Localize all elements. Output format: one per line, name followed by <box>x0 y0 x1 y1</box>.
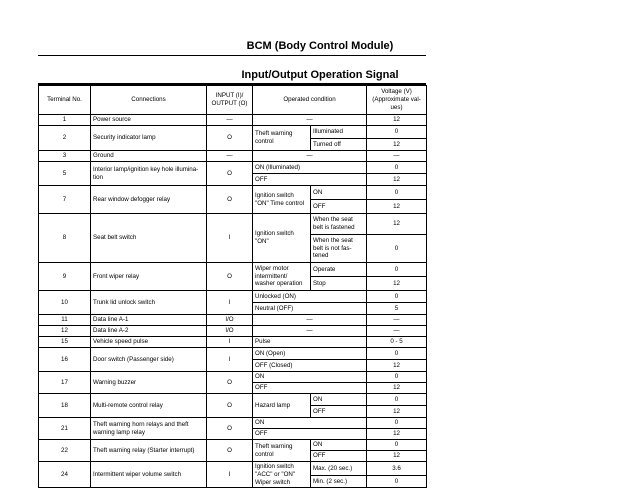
condition-cell: ON (Open) <box>253 348 367 360</box>
connection-cell: Security indicator lamp <box>91 126 207 151</box>
condition-cell: When the seat belt is fastened <box>311 214 367 235</box>
connection-cell: Theft warning relay (Starter interrupt) <box>91 440 207 462</box>
condition-main-cell: Wiper motor intermittent/ washer operation <box>253 263 311 291</box>
terminal-cell: 2 <box>39 126 91 151</box>
io-cell: I <box>207 214 253 263</box>
voltage-cell: 0 <box>367 126 427 139</box>
connection-cell: Theft warning horn relays and theft warning lamp relay <box>91 418 207 440</box>
voltage-cell: 0 - 5 <box>367 337 427 348</box>
connection-cell: Front wiper relay <box>91 263 207 291</box>
io-cell: I <box>207 348 253 372</box>
condition-main-cell: Theft warning control <box>253 126 311 151</box>
condition-cell: — <box>253 315 367 326</box>
terminal-cell: 15 <box>39 337 91 348</box>
table-row <box>39 263 427 277</box>
table-row <box>39 126 427 139</box>
connection-cell: Vehicle speed pulse <box>91 337 207 348</box>
condition-cell: — <box>253 151 367 162</box>
condition-cell: Min. (2 sec.) <box>311 476 367 488</box>
condition-cell: ON <box>311 440 367 451</box>
condition-cell: ON <box>253 418 367 429</box>
connection-cell: Data line A-1 <box>91 315 207 326</box>
table-row <box>39 186 427 200</box>
table-row <box>39 214 427 235</box>
voltage-cell: 0 <box>367 476 427 488</box>
table-row <box>39 394 427 406</box>
condition-cell: ON <box>311 394 367 406</box>
voltage-cell: 0 <box>367 291 427 303</box>
terminal-cell: 21 <box>39 418 91 440</box>
condition-cell: — <box>253 326 367 337</box>
page-title: BCM (Body Control Module) <box>246 40 394 52</box>
condition-cell: ON (Illuminated) <box>253 162 367 174</box>
signal-table <box>38 85 427 488</box>
voltage-cell: 0 <box>367 372 427 383</box>
condition-cell: OFF <box>253 429 367 440</box>
io-cell: O <box>207 186 253 214</box>
terminal-cell: 24 <box>39 462 91 488</box>
condition-cell: OFF <box>253 174 367 186</box>
condition-main-cell: Hazard lamp <box>253 394 311 418</box>
condition-cell: Neutral (OFF) <box>253 303 367 315</box>
io-cell: I <box>207 462 253 488</box>
header-terminal: Terminal No. <box>39 86 91 115</box>
header-condition: Operated condition <box>253 86 367 115</box>
table-row <box>39 151 427 162</box>
connection-cell: Power source <box>91 115 207 126</box>
table-row <box>39 440 427 451</box>
table-header-row <box>39 86 427 115</box>
condition-cell: Pulse <box>253 337 367 348</box>
condition-cell: Turned off <box>311 139 367 151</box>
condition-main-cell: Ignition switch "ON" <box>253 214 311 263</box>
voltage-cell: 3.6 <box>367 462 427 476</box>
voltage-cell: 5 <box>367 303 427 315</box>
condition-cell: — <box>253 115 367 126</box>
condition-cell: Unlocked (ON) <box>253 291 367 303</box>
voltage-cell: 12 <box>367 174 427 186</box>
voltage-cell: 0 <box>367 263 427 277</box>
title-rule <box>38 55 426 56</box>
table-row <box>39 348 427 360</box>
condition-main-cell: Ignition switch "ACC" or "ON" Wiper switch <box>253 462 311 488</box>
voltage-cell: 12 <box>367 383 427 394</box>
io-cell: — <box>207 115 253 126</box>
terminal-cell: 18 <box>39 394 91 418</box>
table-title: Input/Output Operation Signal <box>241 69 399 81</box>
voltage-cell: — <box>367 326 427 337</box>
io-cell: O <box>207 394 253 418</box>
io-cell: I <box>207 291 253 315</box>
condition-cell: OFF <box>311 200 367 214</box>
voltage-cell: 0 <box>367 162 427 174</box>
table-row <box>39 162 427 174</box>
connection-cell: Seat belt switch <box>91 214 207 263</box>
io-cell: I/O <box>207 315 253 326</box>
voltage-cell: 0 <box>367 440 427 451</box>
table-row <box>39 337 427 348</box>
table-row <box>39 115 427 126</box>
terminal-cell: 3 <box>39 151 91 162</box>
connection-cell: Data line A-2 <box>91 326 207 337</box>
table-row <box>39 326 427 337</box>
voltage-cell: 0 <box>367 186 427 200</box>
io-cell: O <box>207 126 253 151</box>
io-cell: O <box>207 263 253 291</box>
connection-cell: Intermittent wiper volume switch <box>91 462 207 488</box>
terminal-cell: 12 <box>39 326 91 337</box>
voltage-cell: 12 <box>367 451 427 462</box>
condition-cell: Operate <box>311 263 367 277</box>
condition-cell: Stop <box>311 277 367 291</box>
voltage-cell: 0 <box>367 235 427 263</box>
connection-cell: Multi-remote control relay <box>91 394 207 418</box>
voltage-cell: 12 <box>367 115 427 126</box>
condition-cell: Max. (20 sec.) <box>311 462 367 476</box>
connection-cell: Ground <box>91 151 207 162</box>
condition-cell: ON <box>311 186 367 200</box>
voltage-cell: 0 <box>367 348 427 360</box>
terminal-cell: 11 <box>39 315 91 326</box>
condition-cell: ON <box>253 372 367 383</box>
io-cell: O <box>207 418 253 440</box>
table-row <box>39 462 427 476</box>
voltage-cell: 12 <box>367 139 427 151</box>
condition-cell: OFF (Closed) <box>253 360 367 372</box>
table-row <box>39 315 427 326</box>
voltage-cell: 12 <box>367 360 427 372</box>
table-row <box>39 372 427 383</box>
io-cell: O <box>207 372 253 394</box>
io-cell: O <box>207 162 253 186</box>
voltage-cell: 0 <box>367 394 427 406</box>
condition-main-cell: Ignition switch "ON" Time control <box>253 186 311 214</box>
connection-cell: Interior lamp/ignition key hole illumina-tion <box>91 162 207 186</box>
connection-cell: Trunk lid unlock switch <box>91 291 207 315</box>
io-cell: O <box>207 440 253 462</box>
table-row <box>39 291 427 303</box>
connection-cell: Warning buzzer <box>91 372 207 394</box>
io-cell: I <box>207 337 253 348</box>
voltage-cell: 12 <box>367 429 427 440</box>
condition-cell: OFF <box>311 451 367 462</box>
condition-cell: When the seat belt is not fas-tened <box>311 235 367 263</box>
voltage-cell: 12 <box>367 277 427 291</box>
terminal-cell: 17 <box>39 372 91 394</box>
voltage-cell: 0 <box>367 418 427 429</box>
voltage-cell: 12 <box>367 406 427 418</box>
terminal-cell: 22 <box>39 440 91 462</box>
connection-cell: Door switch (Passenger side) <box>91 348 207 372</box>
terminal-cell: 16 <box>39 348 91 372</box>
io-cell: — <box>207 151 253 162</box>
terminal-cell: 8 <box>39 214 91 263</box>
terminal-cell: 5 <box>39 162 91 186</box>
table-row <box>39 418 427 429</box>
header-connections: Connections <box>91 86 207 115</box>
terminal-cell: 1 <box>39 115 91 126</box>
terminal-cell: 9 <box>39 263 91 291</box>
header-voltage: Voltage (V) (Approximate val-ues) <box>367 86 427 115</box>
voltage-cell: — <box>367 315 427 326</box>
condition-cell: OFF <box>253 383 367 394</box>
terminal-cell: 10 <box>39 291 91 315</box>
connection-cell: Rear window defogger relay <box>91 186 207 214</box>
terminal-cell: 7 <box>39 186 91 214</box>
condition-cell: Illuminated <box>311 126 367 139</box>
voltage-cell: 12 <box>367 214 427 235</box>
condition-main-cell: Theft warning control <box>253 440 311 462</box>
voltage-cell: 12 <box>367 200 427 214</box>
voltage-cell: — <box>367 151 427 162</box>
condition-cell: OFF <box>311 406 367 418</box>
io-cell: I/O <box>207 326 253 337</box>
header-io: INPUT (I)/ OUTPUT (O) <box>207 86 253 115</box>
